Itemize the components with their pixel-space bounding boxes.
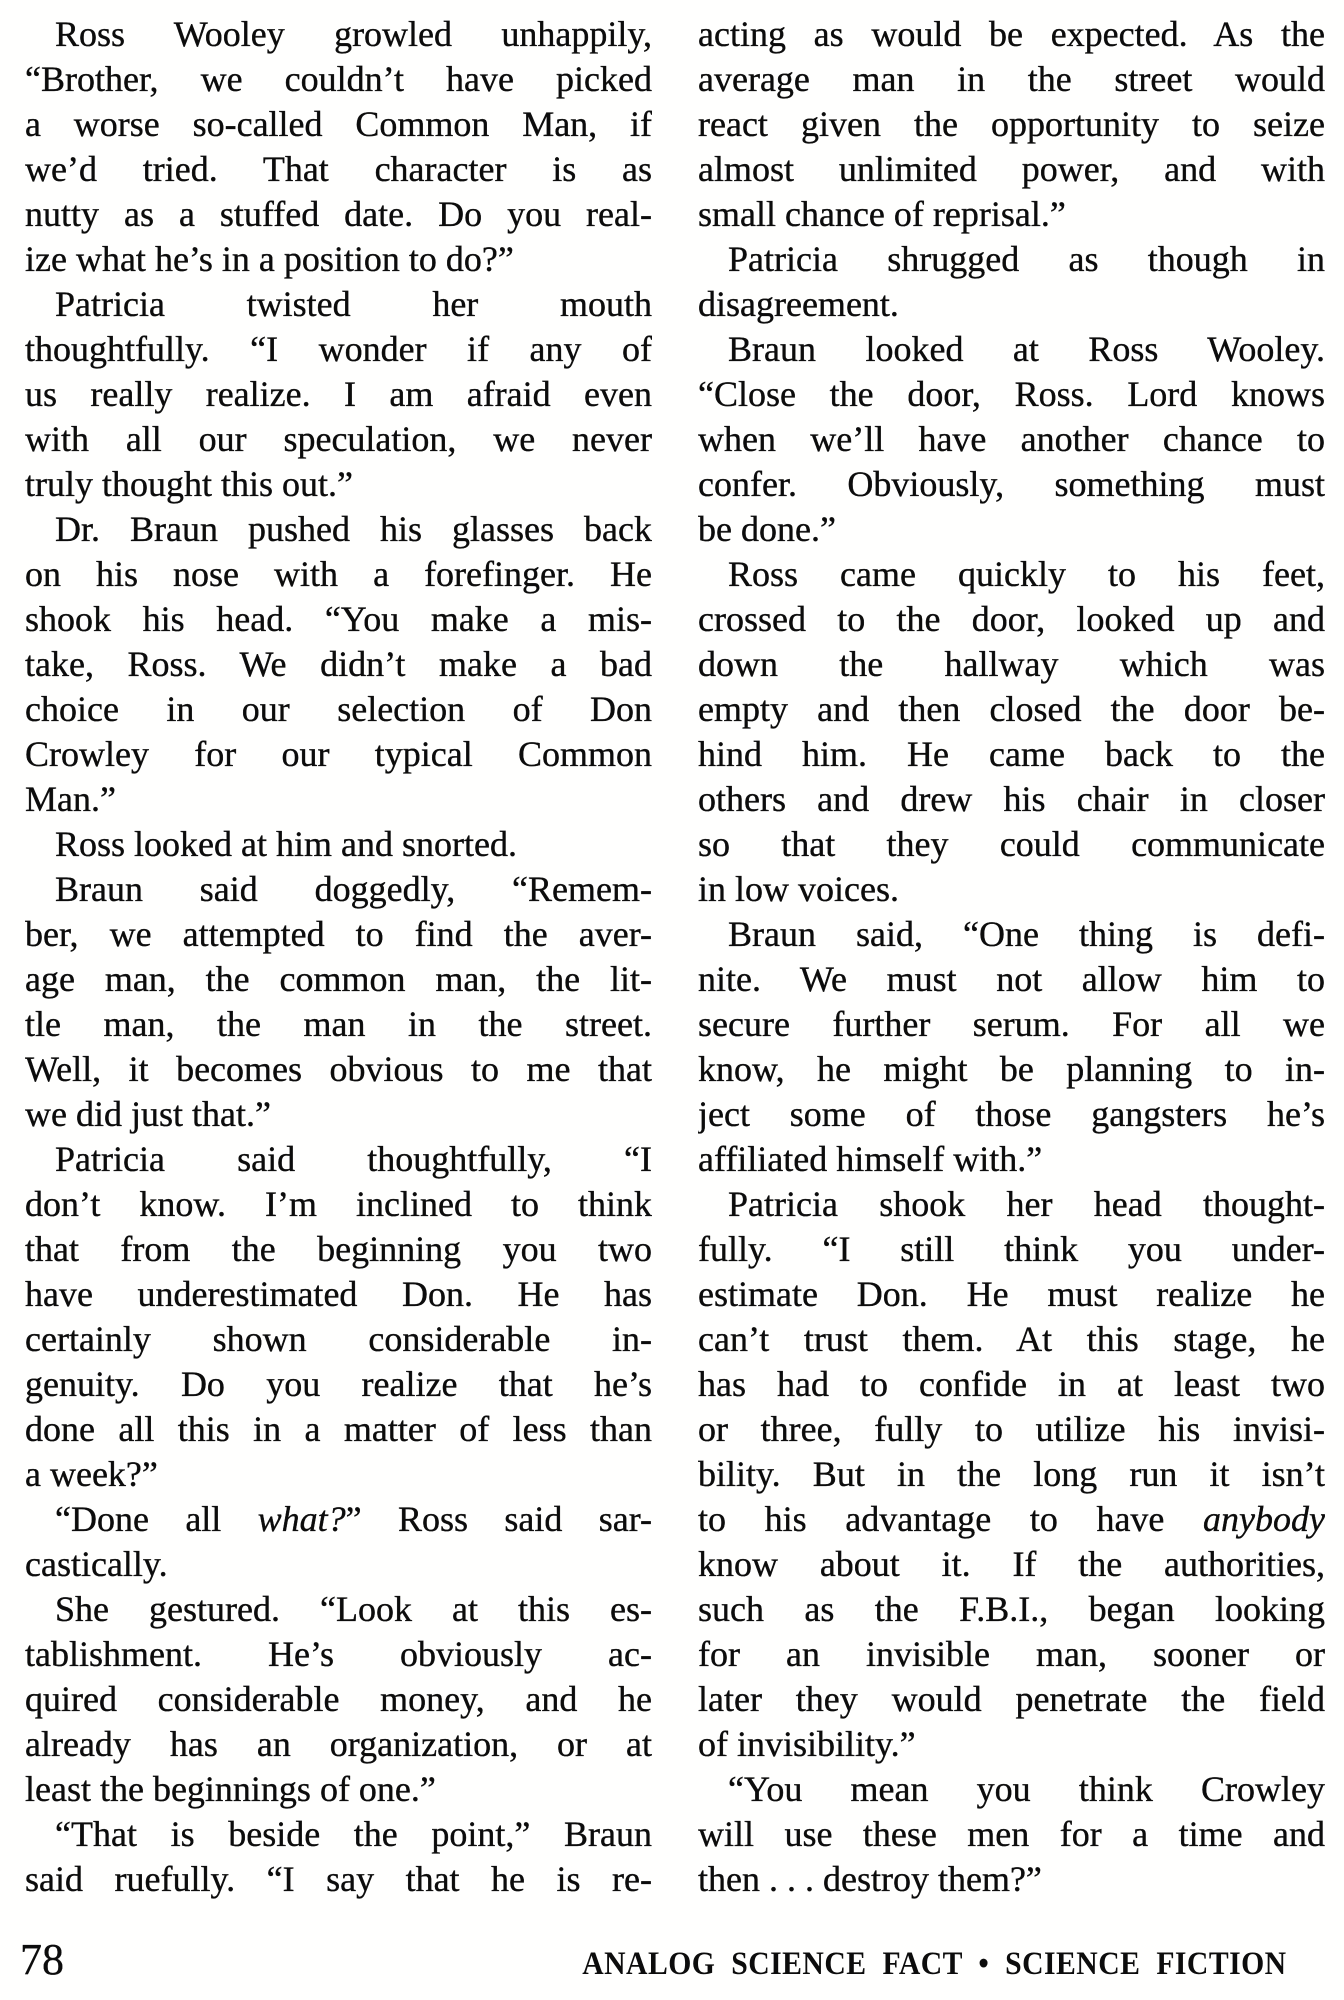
text-line: empty and then closed the door be- <box>698 689 1325 729</box>
text-line: with all our speculation, we never <box>25 419 652 459</box>
text-line: of invisibility.” <box>698 1724 916 1764</box>
text-line: Patricia shook her head thought- <box>728 1184 1325 1224</box>
text-line: age man, the common man, the lit- <box>25 959 652 999</box>
text-line: know, he might be planning to in- <box>698 1049 1325 1089</box>
text-line: a worse so-called Common Man, if <box>25 104 652 144</box>
text-line: us really realize. I am afraid even <box>25 374 652 414</box>
text-line: ject some of those gangsters he’s <box>698 1094 1325 1134</box>
text-line: She gestured. “Look at this es- <box>55 1589 652 1629</box>
text-line: take, Ross. We didn’t make a bad <box>25 644 652 684</box>
text-line: have underestimated Don. He has <box>25 1274 652 1314</box>
text-line: will use these men for a time and <box>698 1814 1325 1854</box>
text-line: be done.” <box>698 509 836 549</box>
text-line: crossed to the door, looked up and <box>698 599 1325 639</box>
text-line: done all this in a matter of less than <box>25 1409 652 1449</box>
text-line: shook his head. “You make a mis- <box>25 599 652 639</box>
text-line: almost unlimited power, and with <box>698 149 1325 189</box>
text-line: ber, we attempted to find the aver- <box>25 914 652 954</box>
text-line: disagreement. <box>698 284 899 324</box>
text-line: Braun looked at Ross Wooley. <box>728 329 1325 369</box>
text-line: Braun said doggedly, “Remem- <box>55 869 652 909</box>
text-line: quired considerable money, and he <box>25 1679 652 1719</box>
text-line: fully. “I still think you under- <box>698 1229 1325 1269</box>
text-line: has had to confide in at least two <box>698 1364 1325 1404</box>
text-line: down the hallway which was <box>698 644 1325 684</box>
text-line: we’d tried. That character is as <box>25 149 652 189</box>
text-line: tle man, the man in the street. <box>25 1004 652 1044</box>
text-line: then . . . destroy them?” <box>698 1859 1042 1899</box>
text-line: “Done all what?” Ross said sar- <box>55 1499 652 1539</box>
text-line: affiliated himself with.” <box>698 1139 1043 1179</box>
text-line: Patricia shrugged as though in <box>728 239 1325 279</box>
text-line: confer. Obviously, something must <box>698 464 1325 504</box>
text-line: tablishment. He’s obviously ac- <box>25 1634 652 1674</box>
text-line: genuity. Do you realize that he’s <box>25 1364 652 1404</box>
text-line: so that they could communicate <box>698 824 1325 864</box>
text-line: least the beginnings of one.” <box>25 1769 436 1809</box>
text-line: castically. <box>25 1544 168 1584</box>
text-line: said ruefully. “I say that he is re- <box>25 1859 652 1899</box>
text-line: certainly shown considerable in- <box>25 1319 652 1359</box>
page-number: 78 <box>20 1935 64 1984</box>
text-line: ize what he’s in a position to do?” <box>25 239 514 279</box>
text-column-left <box>25 12 652 1902</box>
text-line: don’t know. I’m inclined to think <box>25 1184 652 1224</box>
text-column-right <box>698 12 1325 1902</box>
text-columns <box>25 12 1325 1902</box>
text-line: that from the beginning you two <box>25 1229 652 1269</box>
text-line: or three, fully to utilize his invisi- <box>698 1409 1325 1449</box>
text-line: on his nose with a forefinger. He <box>25 554 652 594</box>
text-line: others and drew his chair in closer <box>698 779 1325 819</box>
text-line: know about it. If the authorities, <box>698 1544 1325 1584</box>
text-line: such as the F.B.I., began looking <box>698 1589 1325 1629</box>
text-line: later they would penetrate the field <box>698 1679 1325 1719</box>
text-line: hind him. He came back to the <box>698 734 1325 774</box>
magazine-title: ANALOG SCIENCE FACT • SCIENCE FICTION <box>582 1946 1287 1982</box>
text-line: Ross looked at him and snorted. <box>55 824 517 864</box>
text-line: Man.” <box>25 779 116 819</box>
text-line: small chance of reprisal.” <box>698 194 1066 234</box>
text-line: estimate Don. He must realize he <box>698 1274 1325 1314</box>
text-line: “Brother, we couldn’t have picked <box>25 59 652 99</box>
text-line: nutty as a stuffed date. Do you real- <box>25 194 652 234</box>
text-line: Well, it becomes obvious to me that <box>25 1049 652 1089</box>
text-line: can’t trust them. At this stage, he <box>698 1319 1325 1359</box>
text-line: when we’ll have another chance to <box>698 419 1325 459</box>
text-line: nite. We must not allow him to <box>698 959 1325 999</box>
text-line: Dr. Braun pushed his glasses back <box>55 509 652 549</box>
text-line: average man in the street would <box>698 59 1325 99</box>
text-line: react given the opportunity to seize <box>698 104 1325 144</box>
text-line: Patricia twisted her mouth <box>55 284 652 324</box>
text-line: choice in our selection of Don <box>25 689 652 729</box>
text-line: already has an organization, or at <box>25 1724 652 1764</box>
text-line: we did just that.” <box>25 1094 271 1134</box>
text-line: Patricia said thoughtfully, “I <box>55 1139 652 1179</box>
text-line: for an invisible man, sooner or <box>698 1634 1325 1674</box>
text-line: Ross Wooley growled unhappily, <box>55 14 652 54</box>
text-line: “Close the door, Ross. Lord knows <box>698 374 1325 414</box>
text-line: acting as would be expected. As the <box>698 14 1325 54</box>
text-line: to his advantage to have anybody <box>698 1499 1325 1539</box>
text-line: secure further serum. For all we <box>698 1004 1325 1044</box>
text-line: Braun said, “One thing is defi- <box>728 914 1325 954</box>
text-line: Crowley for our typical Common <box>25 734 652 774</box>
text-line: a week?” <box>25 1454 158 1494</box>
text-line: truly thought this out.” <box>25 464 353 504</box>
text-line: Ross came quickly to his feet, <box>728 554 1325 594</box>
text-line: thoughtfully. “I wonder if any of <box>25 329 652 369</box>
text-line: “You mean you think Crowley <box>728 1769 1325 1809</box>
text-line: bility. But in the long run it isn’t <box>698 1454 1325 1494</box>
text-line: “That is beside the point,” Braun <box>55 1814 652 1854</box>
text-line: in low voices. <box>698 869 899 909</box>
page-footer <box>20 1936 1287 1986</box>
